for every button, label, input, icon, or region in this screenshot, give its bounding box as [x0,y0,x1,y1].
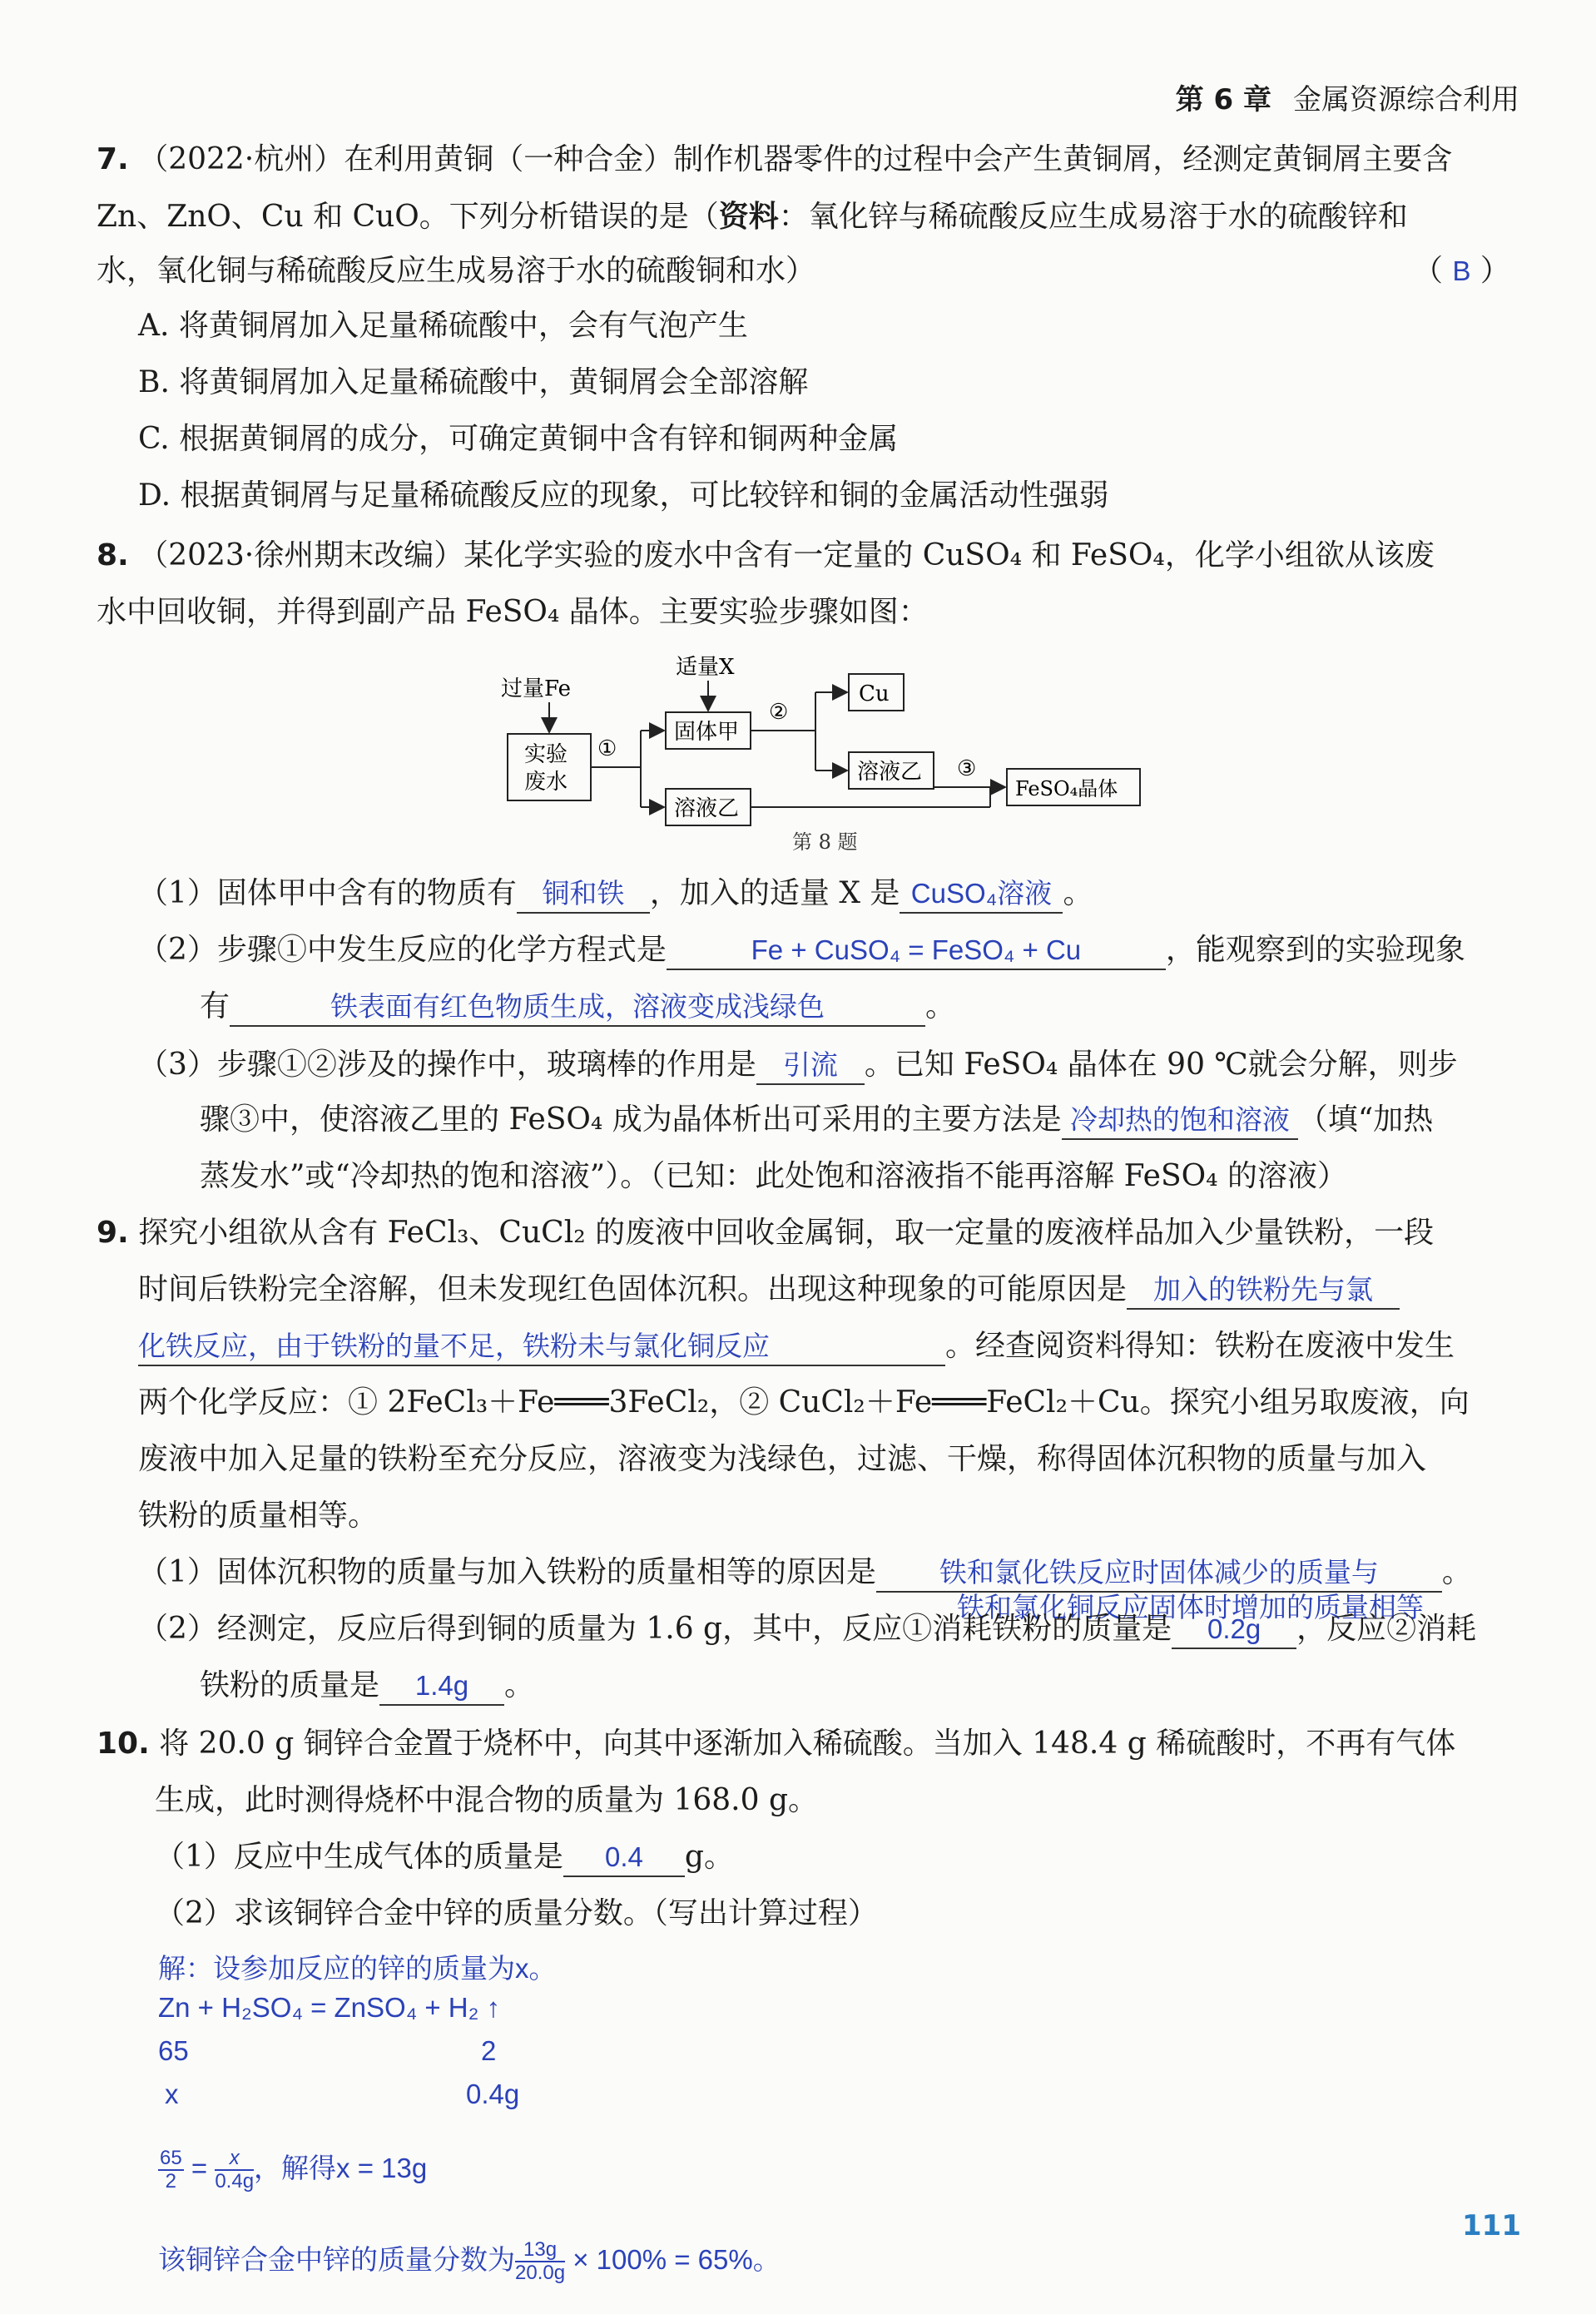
q9-p2-cont [200,1666,534,1706]
q8-p3-cont2: 蒸发水”或“冷却热的饱和溶液”）。（已知：此处饱和溶液指不能再溶解 FeSO₄ 的溶液） [200,1159,1348,1193]
fc-step2: ② [769,700,789,725]
q10-frac-2 [215,2148,254,2193]
q8-stem-1: （2023·徐州期末改编）某化学实验的废水中含有一定量的 CuSO₄ 和 FeSO₄，化学小组欲从该废 [138,538,1435,572]
q10-number: 10. [97,1727,150,1761]
chapter-number: 第 6 章 [1175,83,1271,116]
q10-frac-1-den: 2 [165,2170,177,2193]
q9-cause-blank2[interactable] [138,1331,945,1366]
q9-p2 [138,1609,1476,1649]
q10-sol-equation: Zn + H₂SO₄ = ZnSO₄ + H₂ ↑ [158,1992,501,2023]
q7-stem-2b: ：氧化锌与稀硫酸反应生成易溶于水的硫酸锌和 [778,200,1408,234]
q10-sol-04g: 0.4g [466,2079,520,2109]
q8-p1-b: ，加入的适量 X 是 [649,876,900,910]
q10-frac-3-den: 20.0g [515,2262,566,2285]
q8-p2-blank1[interactable] [667,935,1166,970]
q9-p2-blank2[interactable] [379,1671,504,1706]
q9-line6: 铁粉的质量相等。 [138,1499,379,1533]
q9-p2-b: ，反应②消耗 [1296,1612,1477,1646]
q8-p1-blank1[interactable] [517,879,650,914]
q7-number: 7. [97,142,129,176]
q8-p3-c: 骤③中，使溶液乙里的 FeSO₄ 成为晶体析出可采用的主要方法是 [200,1102,1062,1137]
q10-sol-mass-h2: 2 [481,2035,497,2066]
q10-final-b: × 100% = 65%。 [572,2244,781,2275]
q9-stem-3: 。经查阅资料得知：铁粉在废液中发生 [945,1329,1455,1363]
q10-p2: （2）求该铜锌合金中锌的质量分数。（写出计算过程） [155,1896,878,1930]
q10-sol-proportion [158,2147,427,2193]
q10-frac-eq: = [191,2153,208,2183]
q8-p1-ans2: CuSO₄溶液 [910,878,1053,909]
q10-frac-3 [515,2239,565,2284]
q7-option-d: D. 根据黄铜屑与足量稀硫酸反应的现象，可比较锌和铜的金属活动性强弱 [138,478,1109,513]
q10-frac-3-num: 13g [515,2239,565,2262]
fc-solid: 固体甲 [674,720,740,745]
q7-answer: B [1452,255,1471,286]
q8-p2-ans1: Fe + CuSO₄ = FeSO₄ + Cu [751,934,1082,965]
q9-p2-a: （2）经测定，反应后得到铜的质量为 1.6 g，其中，反应①消耗铁粉的质量是 [138,1612,1172,1646]
q7-option-c: C. 根据黄铜屑的成分，可确定黄铜中含有锌和铜两种金属 [138,422,899,456]
q8-p2-blank2[interactable] [230,992,925,1027]
q10-sol-final [158,2238,781,2284]
q10-frac-1 [158,2148,184,2193]
q9-stem-2: 时间后铁粉完全溶解，但未发现红色固体沉积。出现这种现象的可能原因是 [138,1272,1128,1306]
q8-p2-cont [200,987,955,1027]
q9-p2-c: 铁粉的质量是 [200,1668,380,1702]
q8-p1 [138,874,1093,914]
q8-flowchart [499,649,1165,857]
q9-p1-ans2: 铁和氯化铜反应固体时增加的质量相等 [957,1592,1424,1623]
fc-x-label: 适量X [676,655,735,680]
q8-line2: 水中回收铜，并得到副产品 FeSO₄ 晶体。主要实验步骤如图： [97,595,929,629]
q9-p2-blank1[interactable] [1172,1614,1296,1649]
q10-sol-mass-zn: 65 [158,2035,189,2066]
q9-line4: 两个化学反应：① 2FeCl₃＋Fe═══3FeCl₂，② CuCl₂＋Fe═══FeCl₂＋Cu。探究小组另取废液，向 [138,1385,1470,1420]
q10-sol-line1: 解：设参加反应的锌的质量为x。 [158,1953,557,1984]
q7-answer-bracket: （ B ） [1413,254,1510,288]
fc-caption: 第 8 题 [792,830,858,854]
q7-resource-label: 资料 [718,199,779,234]
q9-line2 [138,1270,1400,1310]
q9-number: 9. [97,1216,129,1250]
page-number: 111 [1462,2209,1521,2242]
q9-p1-ans1: 铁和氯化铁反应时固体减少的质量与 [939,1557,1379,1588]
q9-p2-ans1: 0.2g [1207,1613,1261,1644]
q9-line3 [138,1326,1455,1366]
q10-p1-b: g。 [684,1840,734,1874]
q10-p1-blank[interactable] [563,1842,685,1877]
q10-stem-1: 将 20.0 g 铜锌合金置于烧杯中，向其中逐渐加入稀硫酸。当加入 148.4 g 稀硫酸时，不再有气体 [159,1727,1456,1761]
q10-p1 [155,1837,734,1877]
fc-step3: ③ [957,756,977,781]
q8-p2-b: ，能观察到的实验现象 [1165,933,1465,967]
q10-line1 [97,1724,1455,1764]
q8-p3-blank1[interactable] [756,1050,865,1085]
q7-option-a: A. 将黄铜屑加入足量稀硫酸中，会有气泡产生 [138,309,748,343]
q8-p1-c: 。 [1063,876,1093,910]
q8-number: 8. [97,538,129,572]
q8-p3-d: （填“加热 [1297,1102,1434,1137]
q9-p2-d: 。 [504,1668,535,1702]
q8-p3 [138,1045,1458,1085]
fc-product: FeSO₄晶体 [1015,777,1118,800]
fc-start-1: 实验 [524,742,568,767]
q9-cause-ans1: 加入的铁粉先与氯 [1153,1274,1374,1305]
q10-sol-result: ，解得x = 13g [254,2153,428,2183]
q10-final-a: 该铜锌合金中锌的质量分数为 [158,2244,515,2275]
q9-stem-1: 探究小组欲从含有 FeCl₃、CuCl₂ 的废液中回收金属铜，取一定量的废液样品加入少量铁粉，一段 [138,1216,1435,1250]
q8-p3-blank2[interactable] [1062,1105,1298,1140]
q8-p2-c: 有 [200,989,230,1023]
chapter-header [1176,77,1519,117]
q8-p1-blank2[interactable] [900,879,1063,914]
q8-p2-a: （2）步骤①中发生反应的化学方程式是 [138,933,667,967]
q10-p1-ans: 0.4 [604,1841,643,1872]
q7-option-b: B. 将黄铜屑加入足量稀硫酸中，黄铜屑会全部溶解 [138,365,809,399]
q7-stem-2a: Zn、ZnO、Cu 和 CuO。下列分析错误的是（ [97,200,719,234]
q8-p3-ans1: 引流 [782,1049,838,1080]
q7-line2 [97,196,1408,237]
q10-p1-a: （1）反应中生成气体的质量是 [155,1840,563,1874]
q10-frac-1-num: 65 [160,2147,182,2170]
q9-p1-a: （1）固体沉积物的质量与加入铁粉的质量相等的原因是 [138,1555,876,1589]
q7-line1 [97,140,1452,180]
q10-frac-2-den: 0.4g [215,2170,255,2193]
q8-p1-a: （1）固体甲中含有的物质有 [138,876,517,910]
q8-p2 [138,930,1465,970]
q10-frac-2-num: x [215,2148,254,2171]
q8-p1-ans1: 铜和铁 [542,878,625,909]
q9-p1-b: 。 [1441,1555,1472,1589]
q9-line5: 废液中加入足量的铁粉至充分反应，溶液变为浅绿色，过滤、干燥，称得固体沉积物的质量与加入 [138,1442,1427,1476]
q8-p3-cont [200,1100,1433,1140]
fc-fe-label: 过量Fe [501,676,572,701]
q9-p2-ans2: 1.4g [414,1670,469,1701]
fc-step1: ① [597,736,617,761]
q9-line1 [97,1213,1434,1253]
q8-p3-ans2: 冷却热的饱和溶液 [1069,1104,1290,1135]
q8-line1 [97,536,1435,576]
q9-cause-ans2: 化铁反应，由于铁粉的量不足，铁粉未与氯化铜反应 [138,1330,770,1361]
q7-stem-3: 水，氧化铜与稀硫酸反应生成易溶于水的硫酸铜和水） [97,254,816,288]
q10-sol-x: x [165,2079,179,2109]
q8-p3-b: 。已知 FeSO₄ 晶体在 90 ℃就会分解，则步 [864,1048,1458,1082]
fc-sol-top: 溶液乙 [857,760,923,785]
q7-stem-1: （2022·杭州）在利用黄铜（一种合金）制作机器零件的过程中会产生黄铜屑，经测定黄铜屑主要含 [138,142,1453,176]
fc-sol-bottom: 溶液乙 [674,796,740,821]
q8-p3-a: （3）步骤①②涉及的操作中，玻璃棒的作用是 [138,1048,756,1082]
chapter-title: 金属资源综合利用 [1293,83,1519,116]
q8-p2-ans2: 铁表面有红色物质生成，溶液变成浅绿色 [330,991,825,1022]
q8-p2-d: 。 [925,989,956,1023]
fc-cu: Cu [859,681,890,706]
q9-cause-blank1[interactable] [1127,1275,1400,1310]
fc-start-2: 废水 [524,770,568,795]
q10-line2: 生成，此时测得烧杯中混合物的质量为 168.0 g。 [155,1783,818,1817]
q7-line3 [97,251,815,291]
